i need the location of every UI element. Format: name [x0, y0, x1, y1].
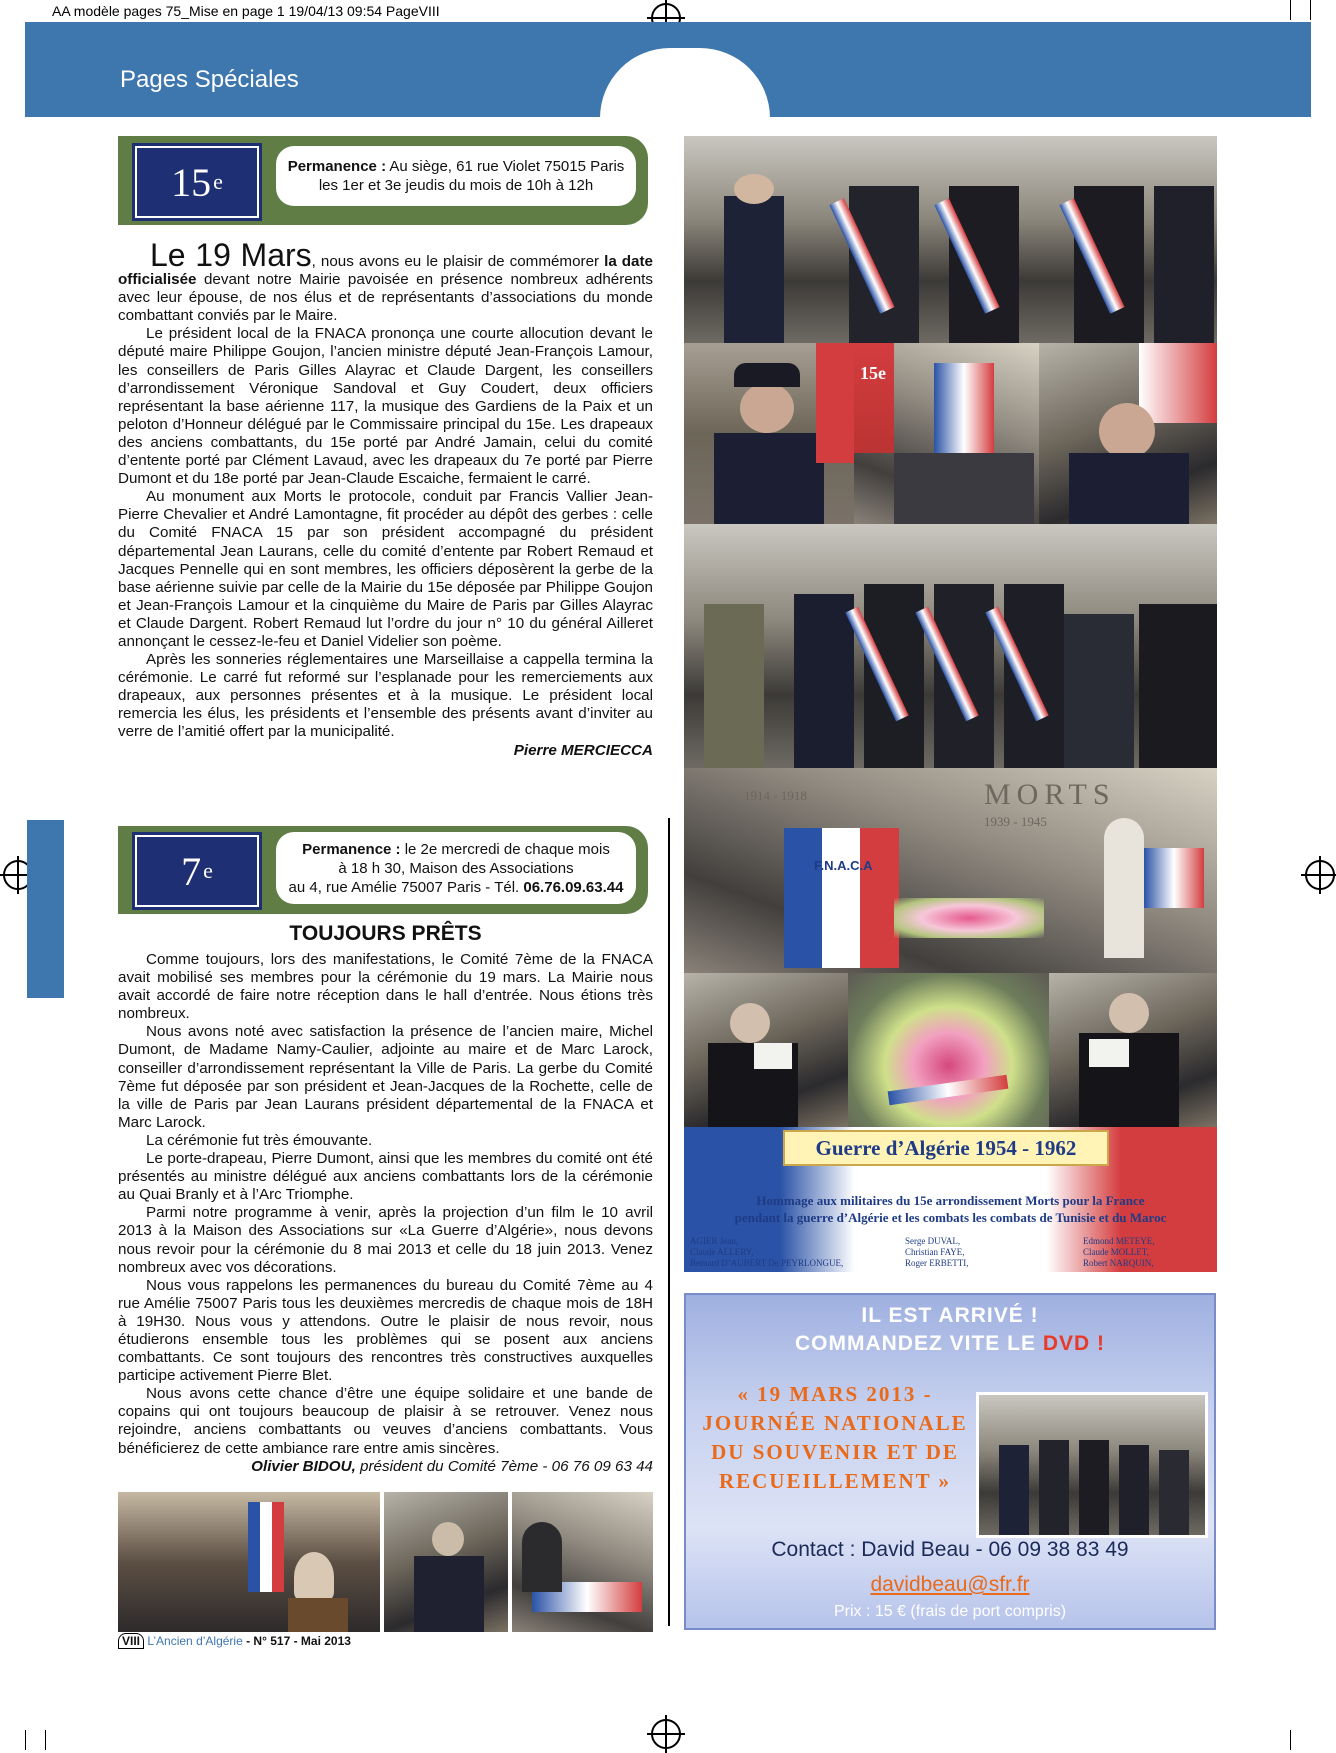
publication-title: L’Ancien d’Algérie — [147, 1634, 243, 1648]
photo-flags-street — [854, 343, 1039, 524]
section-7-signature-role: président du Comité 7ème - 06 76 09 63 44 — [355, 1457, 653, 1475]
photo-monument — [684, 768, 1217, 973]
photo-officials-line — [684, 524, 1217, 768]
monument-years-1: 1914 - 1918 — [744, 788, 807, 803]
section-7-article: Comme toujours, lors des manifestations, le Comité 7ème de la FNACA avait mobilisé ses membres pour la cérémonie du 19 mars. La Mairie nous avait accordé de faire notre réception dans le hall d’entrée. Nous étions très nombreux. Nous avons noté avec satisfaction la présence de l’ancien maire, Michel Dumont, de Madame Namy-Caulier, adjointe au maire et de Marc Larock, conseiller d’arrondissement représentant la Ville de Paris. La gerbe du Comité 7ème fut déposée par son président et Jean-Jacques de la Rochette, celle de la ville de Paris par Jean Laurans président départemental de la FNACA et Marc Larock. La cérémonie fut très émouvante. Le porte-drapeau, Pierre Dumont, ainsi que les membres du comité ont été présentés au ministre délégué aux anciens combattants lors de la cérémonie au Quai Branly et à l’Arc Triomphe. Parmi notre programme à venir, après la projection d’un film le 10 avril 2013 à la Maison des Associations sur «La Guerre d’Algérie», nous devons nous revoir pour la cérémonie du 8 mai 2013 et celle du 18 juin 2013. Venez nombreux avec vos décorations. Nous vous rappelons les permanences du bureau du Comité 7ème au 4 rue Amélie 75007 Paris tous les deuxièmes mercredis de chaque mois de 18H à 19H30. Nous vous y attendons. Outre le plaisir de nous revoir, nous étudierons ensemble tous les problèmes qui se posent aux anciens combattants. Ce sont toujours des rencontres très constructives auxquelles participe activement Pierre Blet. Nous avons cette chance d’être une équipe solidaire et une bande de copains qui ont toujours beaucoup de plaisir à se retrouver. Venez nous rejoindre, anciens combattants ou veuves d’anciens combattants. Vous bénéficierez de cette ambiance rare entre amis sincères. Olivier BIDOU, président du Comité 7ème - 06 76 09 63 44 — [118, 951, 653, 1475]
section-15-permanence: Permanence : Au siège, 61 rue Violet 75015 Paris les 1er et 3e jeudis du mois de 10h à 12h — [276, 146, 636, 206]
flag-label: 15e — [860, 363, 886, 383]
section-7-signature-name: Olivier BIDOU, — [251, 1457, 356, 1475]
trim-line — [25, 1730, 26, 1750]
photo-flag-bearer-1 — [684, 343, 854, 524]
memorial-banner-hommage: Hommage aux militaires du 15e arrondissement Morts pour la France pendant la guerre d’Algérie et les combats les combats de Tunisie et du Maroc — [734, 1193, 1167, 1225]
monument-years-2: 1939 - 1945 — [984, 814, 1047, 829]
trim-line — [1290, 0, 1291, 20]
memorial-names-col1: AGIER Jean, Claude ALLERY, Bernard D’AUBERT De PEYRLONGUE, — [690, 1236, 844, 1268]
photo-speaker-2 — [1049, 973, 1217, 1127]
registration-mark-right — [1305, 860, 1335, 890]
trim-line — [45, 1730, 46, 1750]
print-slug: AA modèle pages 75_Mise en page 1 19/04/13 09:54 PageVIII — [52, 3, 440, 19]
flag-fnaca-label: F.N.A.C.A — [814, 858, 873, 873]
trim-line — [1290, 1730, 1291, 1750]
photo-wreaths — [848, 973, 1049, 1127]
dvd-email-link[interactable]: davidbeau@sfr.fr — [870, 1573, 1030, 1596]
side-tab — [27, 820, 64, 998]
memorial-names-col2: Serge DUVAL, Christian FAYE, Roger ERBETTI, — [905, 1236, 969, 1268]
memorial-banner-title: Guerre d’Algérie 1954 - 1962 — [783, 1130, 1109, 1166]
photo-reception-3 — [512, 1492, 653, 1632]
monument-inscription: MORTS — [984, 778, 1116, 811]
dvd-subtitle: « 19 MARS 2013 - JOURNÉE NATIONALE DU SOUVENIR ET DE RECUEILLEMENT » — [702, 1382, 968, 1493]
section-15-article: Le 19 Mars, nous avons eu le plaisir de commémorer la date officialisée devant notre Mairie pavoisée en présence nombreux adhérents avec leur épouse, de nos élus et de représentants d’associations du monde combattant conviés par le Maire. Le président local de la FNACA prononça une courte allocution devant le député maire Philippe Goujon, l’ancien ministre député Jean-François Lamour, les conseillers de Paris Gilles Alayrac et Claude Dargent, les conseillers d’arrondissement Véronique Sandoval et Guy Coudert, deux officiers représentant la base aérienne 117, la musique des Gardiens de la Paix et un peloton d’Honneur délégué par le Commissaire principal du 15e. Les drapeaux des anciens combattants, du 15e porté par André Jamain, celui du comité d’entente porté par Clément Lavaud, avec les drapeaux du 7e porté par Pierre Dumont et du 18e porté par Jean-Claude Escaiche, fermaient le carré. Au monument aux Morts le protocole, conduit par Francis Vallier Jean-Pierre Chevalier et André Lamontagne, fit procéder au dépôt des gerbes : celle du Comité FNACA 15 par son président accompagné du président départemental Jean Laurans, celle du comité d’entente par Robert Remaud et Jacques Pennelle qui en sont membres, les officiers déposèrent la gerbe de la base aérienne suivie par celle de la Mairie du 15e déposée par Philippe Goujon et Jean-François Lamour et la cinquième du Maire de Paris par Gilles Alayrac et Claude Dargent. Robert Remaud lut l’ordre du jour n° 10 du général Ailleret annonçant le cessez-le-feu et Daniel Videlier son poème. Après les sonneries réglementaires une Marseillaise a cappella termina la cérémonie. Le carré fut reformé sur l’esplanade pour les remerciements aux drapeaux, aux personnes présentes et à la musique. Le président local remercia les élus, les présidents et l’ensemble des présents avant d’inviter au verre de l’amitié offert par la municipalité. Pierre MERCIECCA — [118, 237, 653, 759]
photo-mairie-officials — [684, 136, 1217, 343]
issue-info: - N° 517 - Mai 2013 — [242, 1634, 351, 1648]
page-footer — [118, 1634, 351, 1648]
dvd-price: Prix : 15 € (frais de port compris) — [833, 1603, 1067, 1620]
page-section-title: Pages Spéciales — [120, 66, 299, 93]
photo-flag-bearer-2 — [1039, 343, 1217, 524]
photo-reception-1 — [118, 1492, 380, 1632]
page-number: VIII — [118, 1633, 144, 1649]
trim-line — [1310, 0, 1311, 20]
section-7-heading: TOUJOURS PRÊTS — [289, 922, 482, 945]
dvd-cover-photo — [976, 1392, 1208, 1538]
memorial-names-col3: Edmond METEYE, Claude MOLLET, Robert NARQUIN, — [1083, 1236, 1155, 1268]
photo-speaker-1 — [684, 973, 848, 1127]
section-7-permanence: Permanence : le 2e mercredi de chaque mois à 18 h 30, Maison des Associations au 4, rue Amélie 75007 Paris - Tél. 06.76.09.63.44 — [276, 832, 636, 904]
registration-mark-bottom — [651, 1719, 681, 1749]
dvd-headline: IL EST ARRIVÉ ! COMMANDEZ VITE LE DVD ! — [794, 1304, 1105, 1355]
section-7-number: 7 e — [135, 835, 259, 907]
section-15-number: 15 e — [135, 146, 259, 218]
dvd-contact: Contact : David Beau - 06 09 38 83 49 — [771, 1538, 1129, 1561]
column-divider — [668, 818, 670, 1626]
photo-reception-2 — [384, 1492, 508, 1632]
section-15-signature: Pierre MERCIECCA — [513, 741, 653, 759]
